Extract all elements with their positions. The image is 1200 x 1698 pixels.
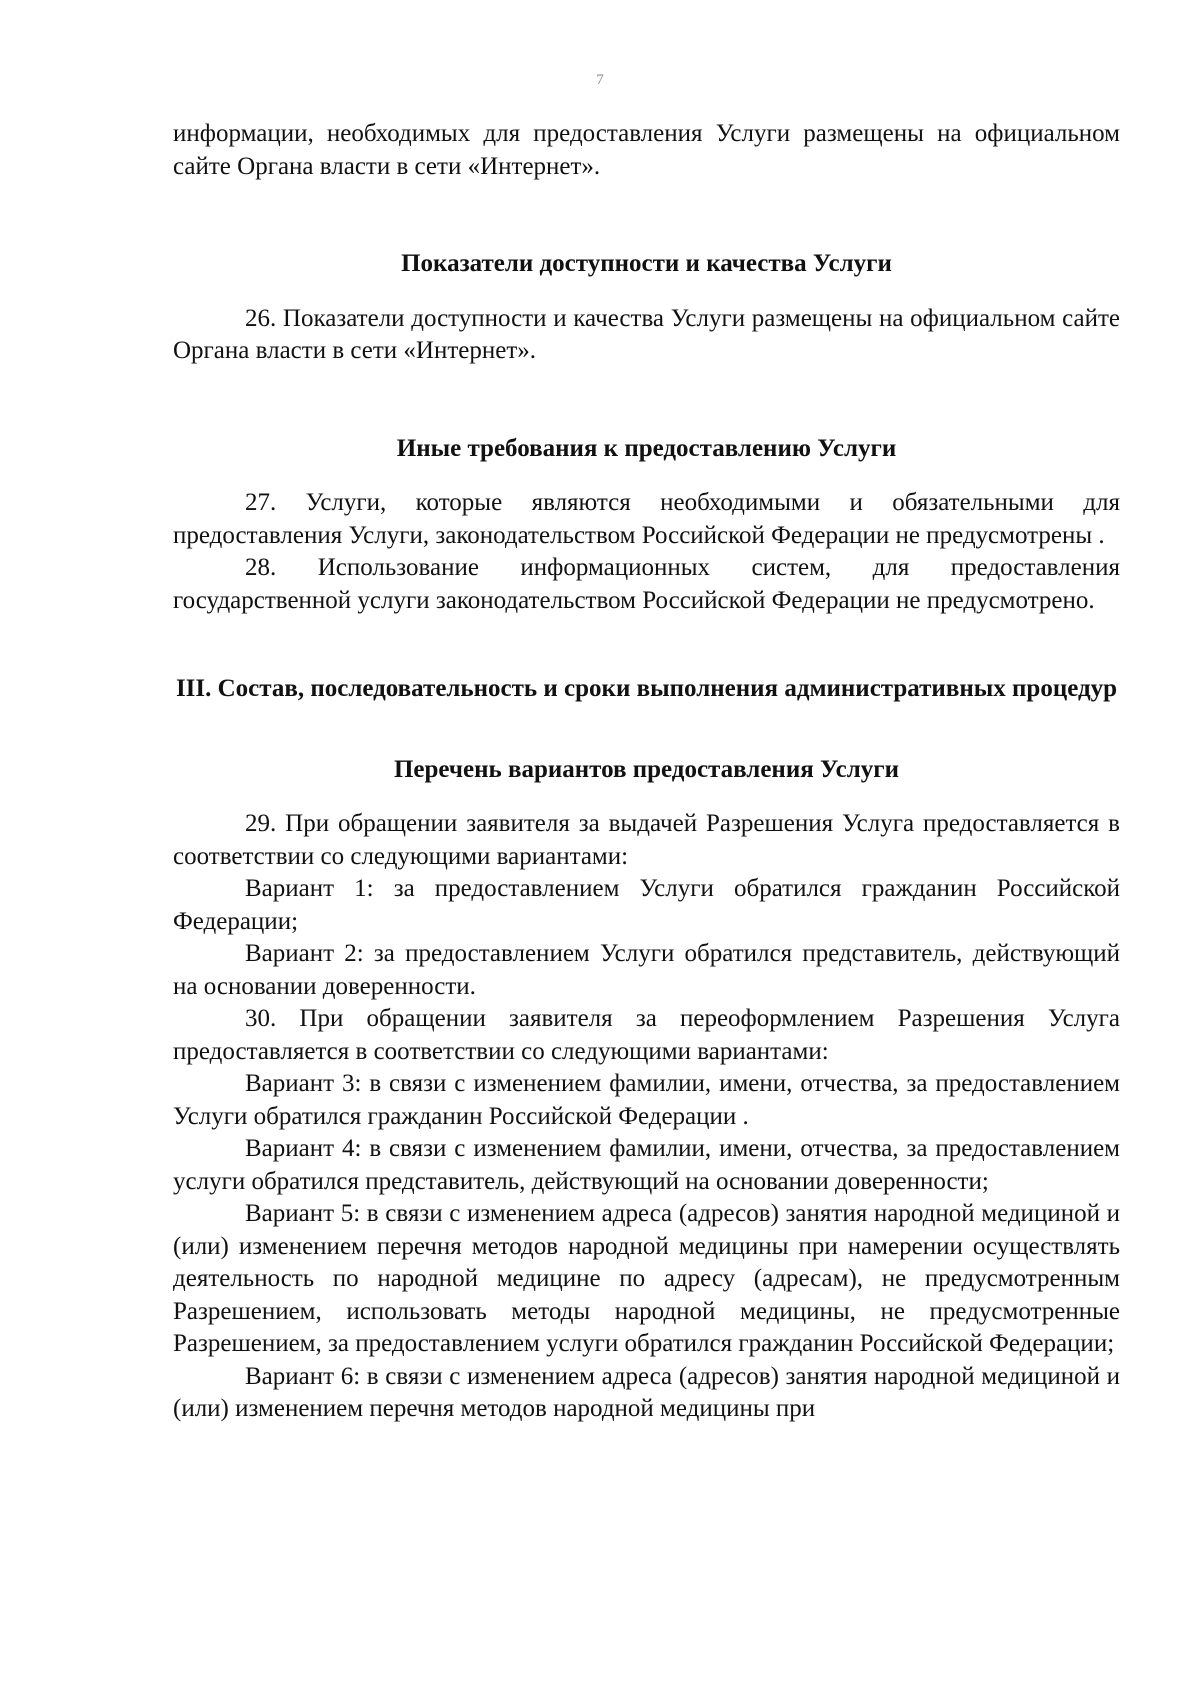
variant-5: Вариант 5: в связи с изменением адреса (адресов) занятия народной медициной и (или) изменением перечня методов народной медицины при намерении осуществлять деятельность по народной медицине по адресу (адресам), не предусмотренным Разрешением, использовать методы народной медицины, не предусмотренные Разрешением, за предоставлением услуги обратился гражданин Российской Федерации; — [173, 1200, 1120, 1357]
paragraph-28: 28. Использование информационных систем, для предоставления государственной услуги законодательством Российской Федерации не предусмотрено. — [173, 554, 1120, 614]
variant-3: Вариант 3: в связи с изменением фамилии, имени, отчества, за предоставлением Услуги обратился гражданин Российской Федерации . — [173, 1070, 1120, 1130]
page-number: 7 — [596, 72, 604, 88]
variant-6: Вариант 6: в связи с изменением адреса (адресов) занятия народной медициной и (или) изменением перечня методов народной медицины при — [173, 1362, 1120, 1422]
variant-2: Вариант 2: за предоставлением Услуги обратился представитель, действующий на основании доверенности. — [173, 940, 1120, 1000]
heading-other-requirements: Иные требования к предоставлению Услуги — [396, 434, 897, 462]
document-body — [173, 118, 1120, 1426]
heading-variants-list: Перечень вариантов предоставления Услуги — [393, 755, 900, 783]
paragraph-26: 26. Показатели доступности и качества Услуги размещены на официальном сайте Органа власти в сети «Интернет». — [173, 304, 1120, 364]
paragraph-intro: информации, необходимых для предоставления Услуги размещены на официальном сайте Органа власти в сети «Интернет». — [173, 120, 1120, 180]
paragraph-29: 29. При обращении заявителя за выдачей Разрешения Услуга предоставляется в соответствии со следующими вариантами: — [173, 810, 1120, 870]
variant-4: Вариант 4: в связи с изменением фамилии, имени, отчества, за предоставлением услуги обратился представитель, действующий на основании доверенности; — [173, 1135, 1120, 1195]
heading-quality-indicators: Показатели доступности и качества Услуги — [401, 250, 892, 277]
heading-section-3: III. Состав, последовательность и сроки выполнения административных процедур — [175, 675, 1118, 702]
paragraph-27: 27. Услуги, которые являются необходимыми и обязательными для предоставления Услуги, законодательством Российской Федерации не предусмотрены . — [173, 489, 1120, 549]
variant-1: Вариант 1: за предоставлением Услуги обратился гражданин Российской Федерации; — [173, 875, 1120, 935]
paragraph-30: 30. При обращении заявителя за переоформлением Разрешения Услуга предоставляется в соответствии со следующими вариантами: — [173, 1005, 1120, 1065]
